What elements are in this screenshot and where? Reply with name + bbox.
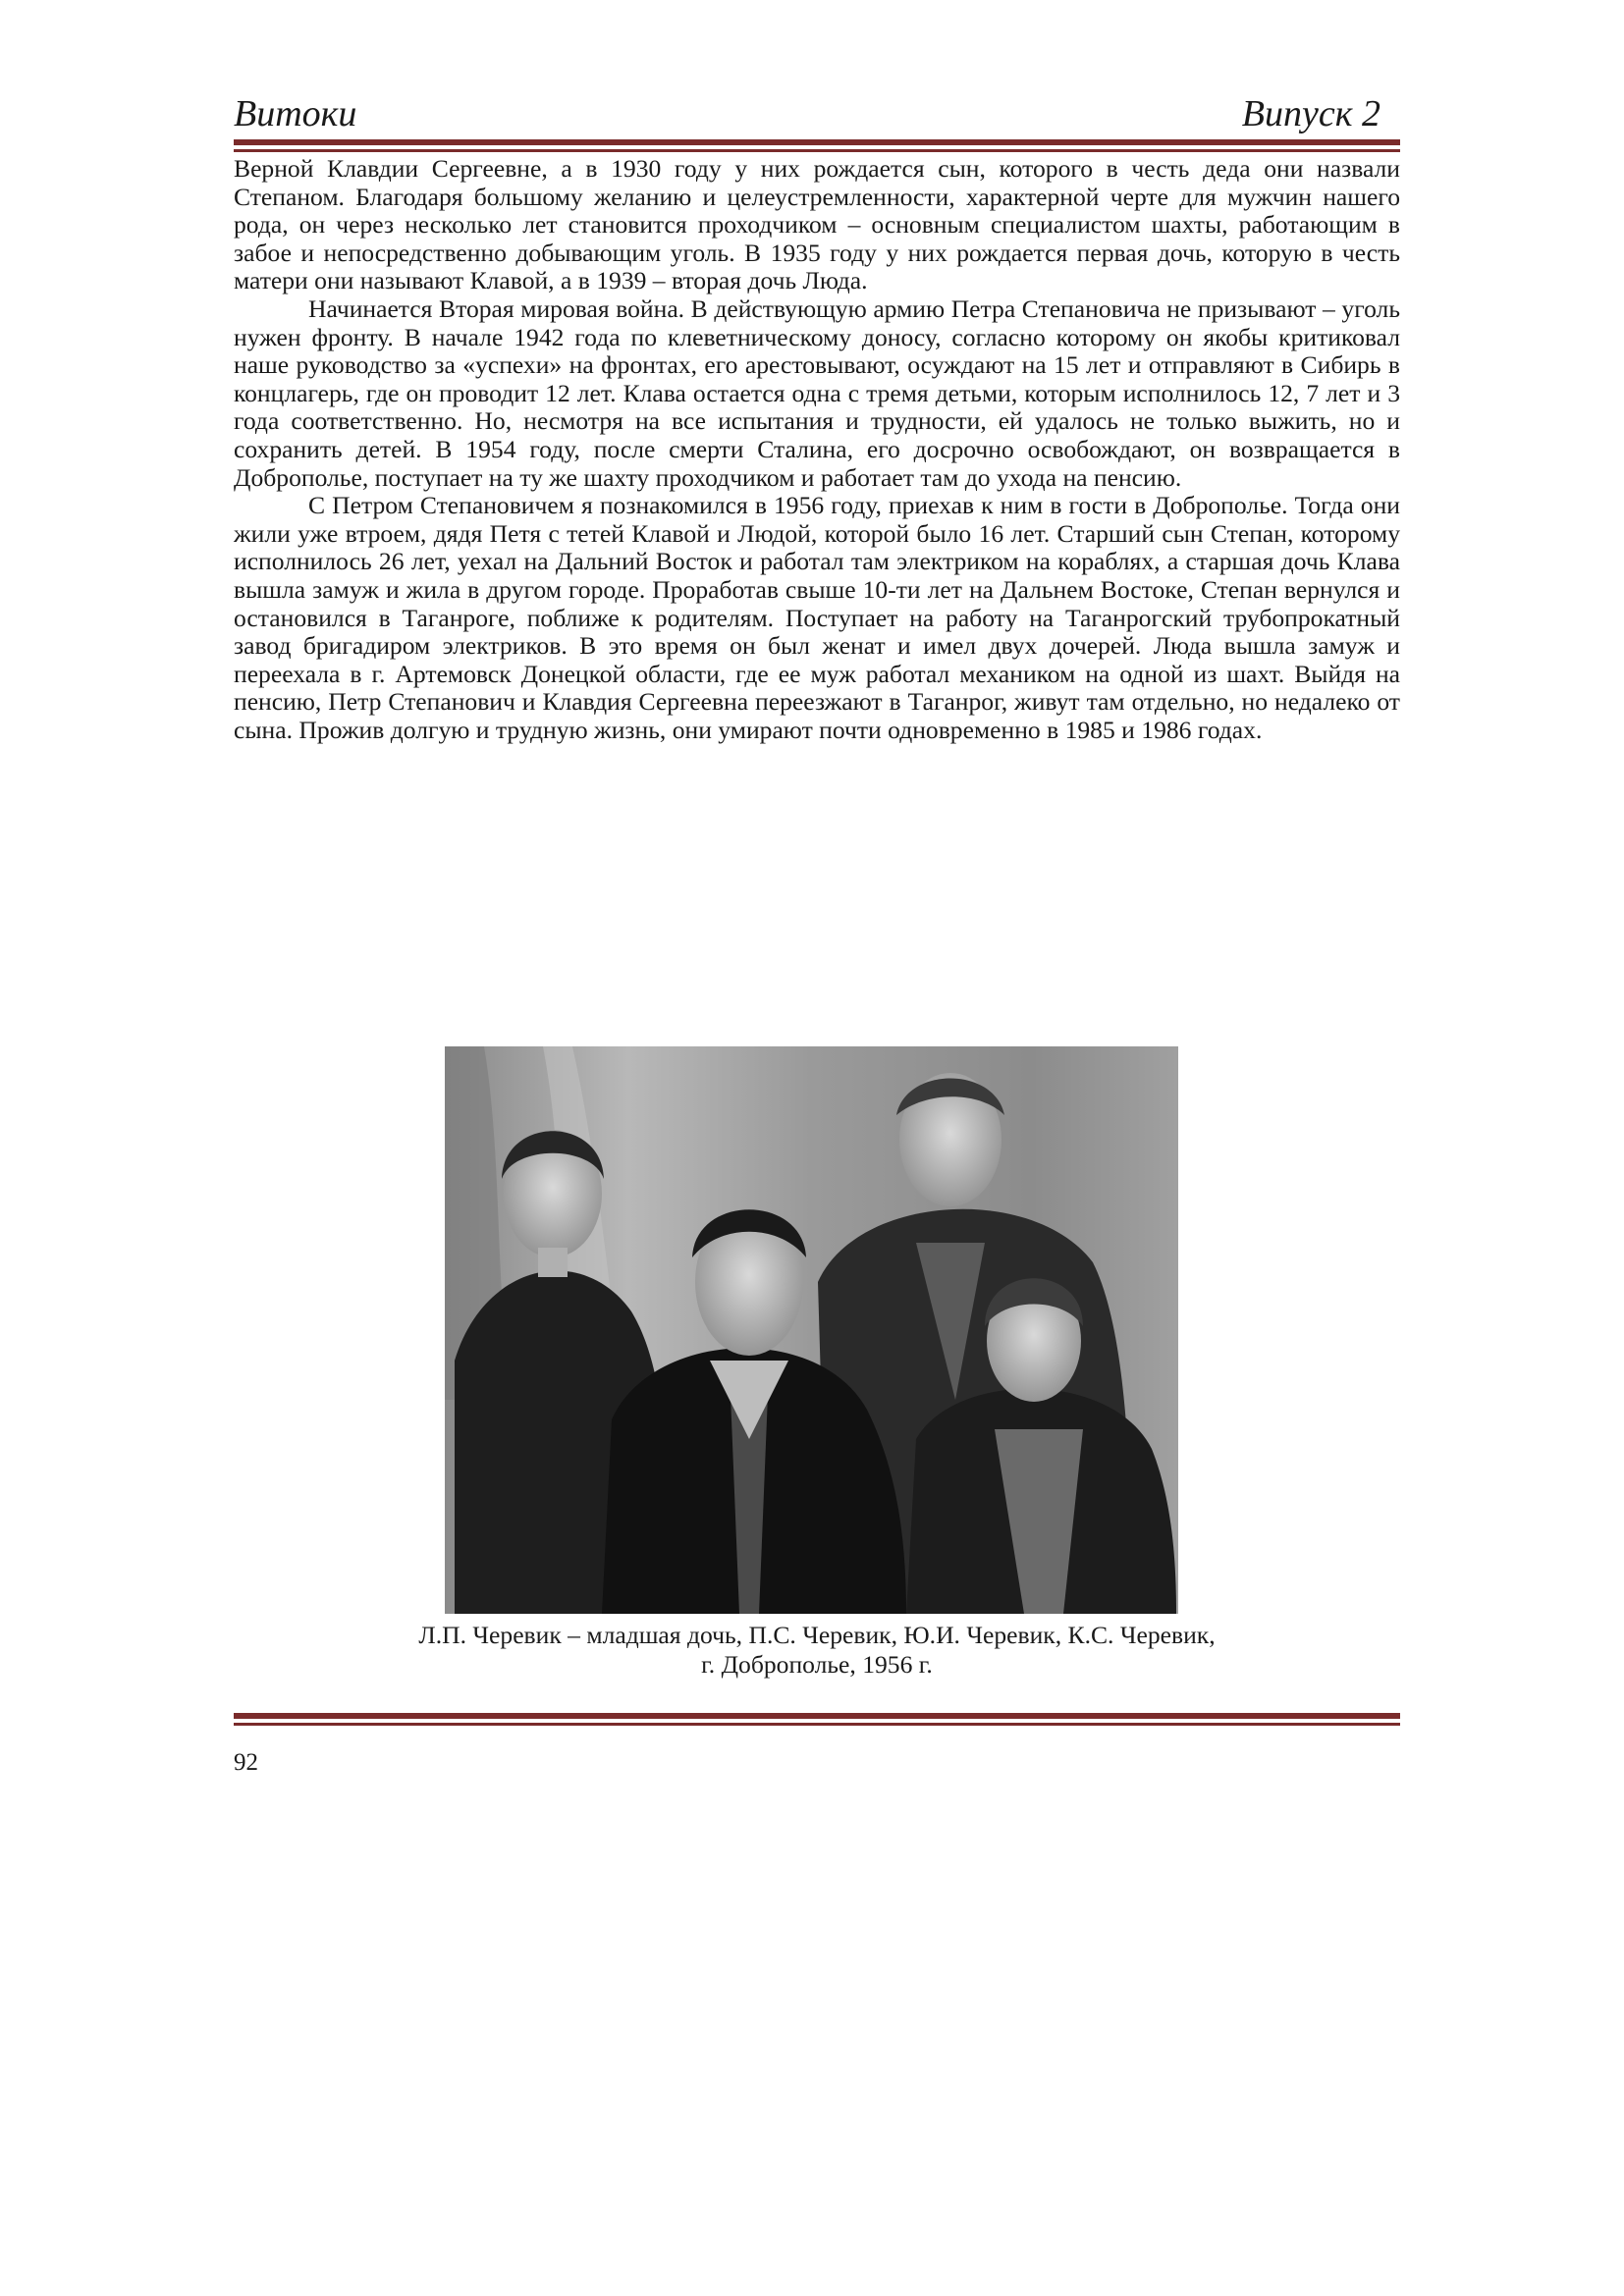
- paragraph: С Петром Степановичем я познакомился в 1956 году, приехав к ним в гости в Доброполье. Тогда они жили уже втроем, дядя Петя с тетей Клавой и Людой, которой было 16 лет. Старший сын Степан, которому исполнилось 26 лет, уехал на Дальний Восток и работал там электриком на кораблях, а старшая дочь Клава вышла замуж и жила в другом городе. Проработав свыше 10-ти лет на Дальнем Востоке, Степан вернулся и остановился в Таганроге, поближе к родителям. Поступает на работу на Таганрогский трубопрокатный завод бригадиром электриков. В это время он был женат и имел двух дочерей. Люда вышла замуж и переехала в г. Артемовск Донецкой области, где ее муж работал механиком на одной из шахт. Выйдя на пенсию, Петр Степанович и Клавдия Сергеевна переезжают в Таганрог, живут там отдельно, но недалеко от сына. Прожив долгую и трудную жизнь, они умирают почти одновременно в 1985 и 1986 годах.: [234, 491, 1400, 744]
- running-header: [234, 77, 1400, 135]
- family-portrait-photo: [445, 1046, 1178, 1614]
- issue-title: Випуск 2: [1241, 93, 1380, 134]
- header-rule: [234, 139, 1400, 153]
- caption-line: Л.П. Черевик – младшая дочь, П.С. Черевик, Ю.И. Черевик, К.С. Черевик,: [418, 1621, 1216, 1649]
- photo-caption: [234, 1621, 1400, 1680]
- body-text: [234, 155, 1400, 744]
- paragraph: Верной Клавдии Сергеевне, а в 1930 году у них рождается сын, которого в честь деда они назвали Степаном. Благодаря большому желанию и целеустремленности, характерной черте для мужчин нашего рода, он через несколько лет становится проходчиком – основным специалистом шахты, работающим в забое и непосредственно добывающим уголь. В 1935 году у них рождается первая дочь, которую в честь матери они называют Клавой, а в 1939 – вторая дочь Люда.: [234, 154, 1400, 295]
- page-number: 92: [234, 1749, 258, 1776]
- paragraph: Начинается Вторая мировая война. В действующую армию Петра Степановича не призывают – уголь нужен фронту. В начале 1942 года по клеветническому доносу, согласно которому он якобы критиковал наше руководство за «успехи» на фронтах, его арестовывают, осуждают на 15 лет и отправляют в Сибирь в концлагерь, где он проводит 12 лет. Клава остается одна с тремя детьми, которым исполнилось 12, 7 лет и 3 года соответственно. Но, несмотря на все испытания и трудности, ей удалось не только выжить, но и сохранить детей. В 1954 году, после смерти Сталина, его досрочно освобождают, он возвращается в Доброполье, поступает на ту же шахту проходчиком и работает там до ухода на пенсию.: [234, 294, 1400, 492]
- caption-line: г. Доброполье, 1956 г.: [701, 1650, 933, 1679]
- collection-title: Витоки: [234, 93, 357, 134]
- footer-rule: [234, 1713, 1400, 1727]
